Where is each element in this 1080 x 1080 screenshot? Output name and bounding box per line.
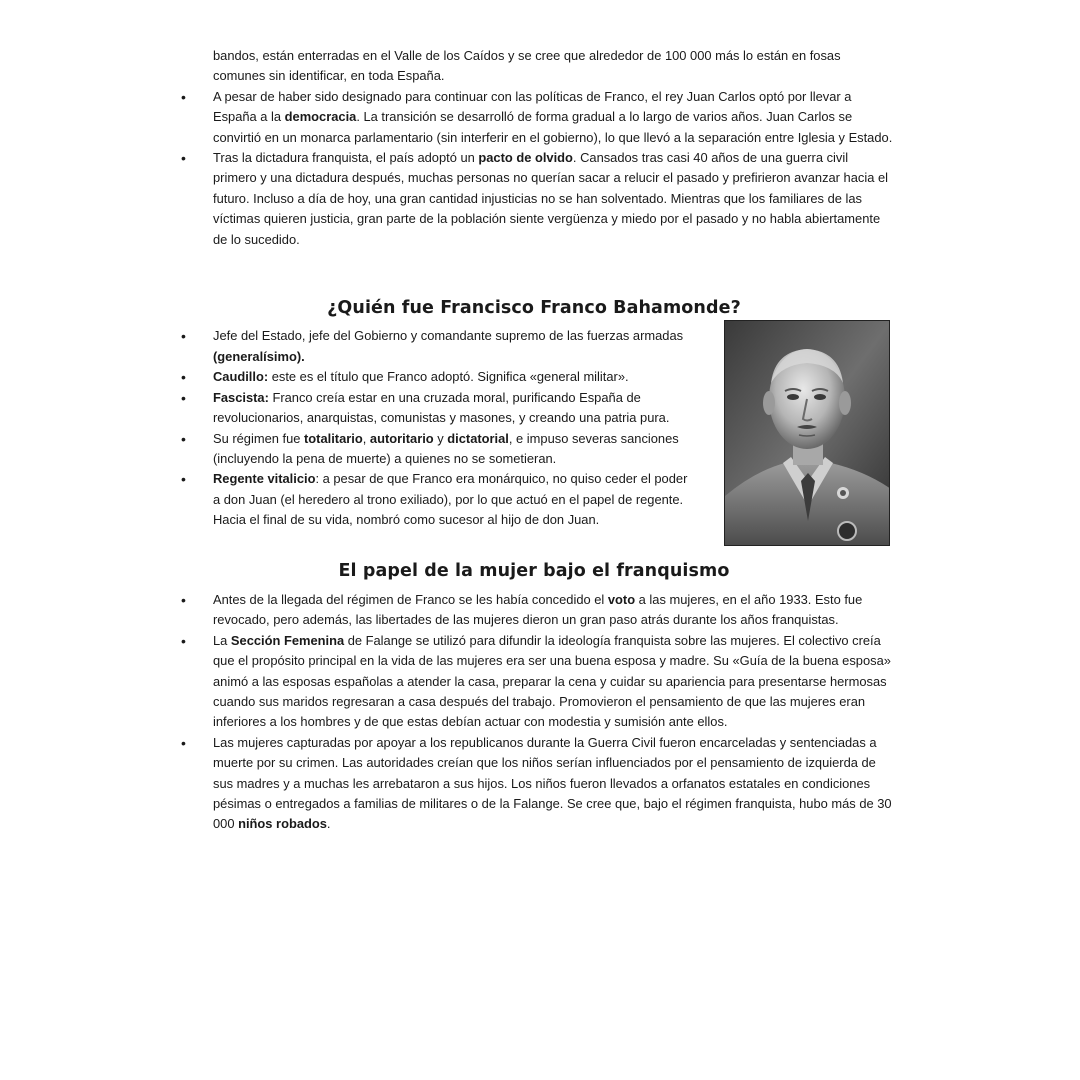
- text-run: ,: [362, 430, 370, 446]
- franco-bullet-regimen: [174, 429, 694, 470]
- bold-run: dictatorial: [447, 430, 509, 446]
- franco-bullet-regente: [174, 469, 694, 530]
- mujer-bullet-seccion-femenina: [174, 631, 894, 733]
- text-run: , e impuso severas sanciones (incluyendo la pena de muerte) a quienes no se sometieran.: [213, 430, 679, 466]
- bold-run: Sección Femenina: [230, 632, 345, 648]
- text-run: Su régimen fue: [213, 430, 305, 446]
- franco-portrait-photo: [724, 320, 890, 546]
- franco-section: [174, 326, 894, 530]
- document-content: [174, 46, 894, 835]
- franco-section-heading: ¿Quién fue Francisco Franco Bahamonde?: [327, 298, 741, 319]
- bold-run: autoritario: [369, 430, 434, 446]
- mujer-section-heading: El papel de la mujer bajo el franquismo: [338, 560, 730, 581]
- bold-run: pacto de olvido: [478, 150, 573, 166]
- text-run: de Falange se utilizó para difundir la ideología franquista sobre las mujeres. El colectivo creía que el propósito principal en la vida de las mujeres era ser una buena esposa y madre. Su «Guía de la buena esposa» animó a las esposas españolas a atender la casa, preparar la cena y cuidar su apariencia para presentarse hermosas cuando sus maridos regresaran a casa después del trabajo. Promovieron el pensamiento de que las mujeres eran inferiores a los hombres y de que estas debían actuar con modestia y sumisión ante ellos.: [213, 632, 891, 730]
- bold-run: Regente vitalicio: [213, 471, 316, 487]
- text-run: Las mujeres capturadas por apoyar a los republicanos durante la Guerra Civil fueron encarceladas y sentenciadas a muerte por su crimen. Las autoridades creían que los niños serían influenciados por el pensamiento de izquierda de sus madres y a muchas les arrebataron a sus hijos. Los niños fueron llevados a orfanatos estatales en condiciones pésimas o entregados a familias de militares o de la Falange. Se cree que, bajo el régimen franquista, hubo más de 30 000: [213, 734, 892, 832]
- franco-bullet-caudillo: [174, 367, 694, 387]
- text-run: a las mujeres, en el año 1933. Esto fue revocado, pero además, las libertades de las mujeres dieron un gran paso atrás durante los años franquistas.: [213, 591, 863, 628]
- text-run: este es el título que Franco adoptó. Significa «general militar».: [268, 369, 629, 385]
- bold-run: Caudillo:: [213, 369, 269, 385]
- text-run: A pesar de haber sido designado para continuar con las políticas de Franco, el rey Juan Carlos optó por llevar a España a la: [213, 88, 852, 125]
- mujer-bullet-list: [174, 590, 894, 835]
- bold-run: niños robados: [238, 816, 327, 832]
- text-run: y: [433, 430, 448, 446]
- bold-run: totalitario: [304, 430, 363, 446]
- bold-run: democracia: [284, 109, 357, 125]
- mujer-bullet-ninos-robados: [174, 733, 894, 835]
- franco-bullet-jefe: [174, 326, 694, 367]
- franco-bullet-list: [174, 326, 694, 530]
- text-run: . La transición se desarrolló de forma gradual a lo largo de varios años. Juan Carlos se convirtió en un monarca parlamentario (sin interferir en el gobierno), lo que llevó a la separación entre Iglesia y Estado.: [213, 109, 893, 145]
- text-run: Franco creía estar en una cruzada moral, purificando España de revolucionarios, anarquistas, comunistas y masones, y creando una patria pura.: [213, 389, 670, 426]
- intro-bullet-pacto-de-olvido: [174, 148, 894, 250]
- bold-run: voto: [607, 591, 636, 607]
- text-run: .: [326, 816, 331, 832]
- text-run: : a pesar de que Franco era monárquico, no quiso ceder el poder a don Juan (el heredero al trono exiliado), por lo que actuó en el papel de regente. Hacia el final de su vida, nombró como sucesor al hijo de don Juan.: [213, 471, 688, 528]
- mujer-bullet-voto: [174, 590, 894, 631]
- portrait-illustration: [725, 321, 890, 546]
- intro-continuation-text: bandos, están enterradas en el Valle de los Caídos y se cree que alrededor de 100 000 más lo están en fosas comunes sin identificar, en toda España.: [213, 48, 841, 84]
- text-run: Jefe del Estado, jefe del Gobierno y comandante supremo de las fuerzas armadas: [213, 328, 684, 344]
- bold-run: (generalísimo).: [213, 348, 305, 364]
- franco-bullet-fascista: [174, 388, 694, 429]
- intro-bullet-list: [174, 87, 894, 250]
- intro-bullet-democracia: [174, 87, 894, 148]
- intro-continuation: [174, 46, 894, 87]
- text-run: Tras la dictadura franquista, el país adoptó un: [213, 150, 479, 166]
- text-run: Antes de la llegada del régimen de Franco se les había concedido el: [213, 591, 608, 607]
- text-run: La: [213, 632, 231, 648]
- bold-run: Fascista:: [213, 389, 269, 405]
- text-run: . Cansados tras casi 40 años de una guerra civil primero y una dictadura después, muchas personas no querían sacar a relucir el pasado y prefirieron avanzar hacia el futuro. Incluso a día de hoy, una gran cantidad injusticias no se han solventado. Mientras que los familiares de las víctimas quieren justicia, gran parte de la población siente vergüenza y miedo por el pasado y no habla abiertamente de lo sucedido.: [213, 150, 888, 247]
